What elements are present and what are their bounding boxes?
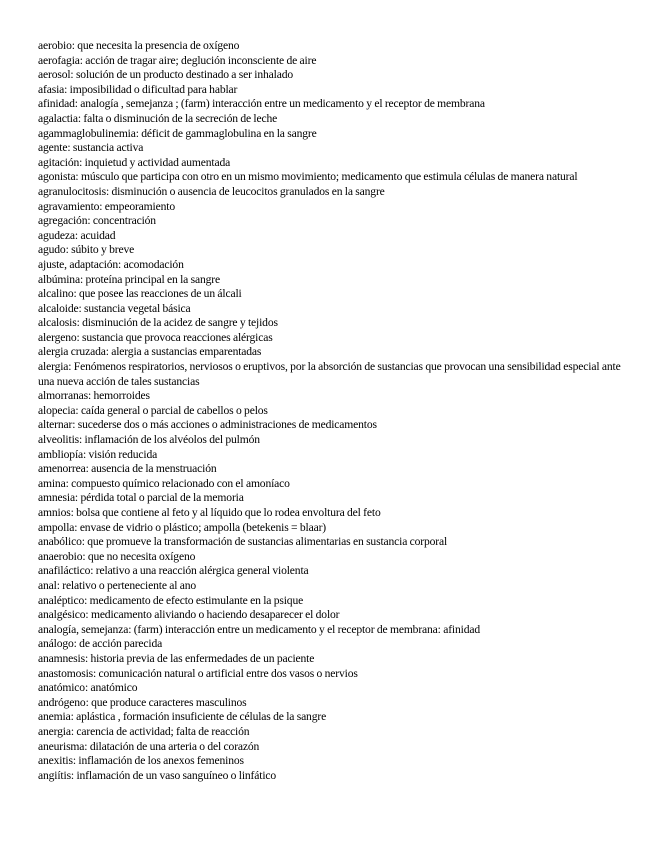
glossary-entry: análogo: de acción parecida (38, 637, 163, 651)
glossary-entry: aerosol: solución de un producto destinado a ser inhalado (38, 68, 293, 82)
glossary-entry: agente: sustancia activa (38, 141, 144, 155)
glossary-page (38, 39, 638, 783)
glossary-entry: albúmina: proteína principal en la sangre (38, 272, 220, 286)
glossary-entry: aneurisma: dilatación de una arteria o del corazón (38, 739, 260, 753)
glossary-entry: alergeno: sustancia que provoca reacciones alérgicas (38, 330, 273, 344)
glossary-entry: alergia: Fenómenos respiratorios, nerviosos o eruptivos, por la absorción de sustancias que provocan una sensibilidad especial ante una nueva acción de tales sustancias (38, 360, 621, 388)
glossary-entry: agudo: súbito y breve (38, 243, 135, 257)
glossary-entry: anatómico: anatómico (38, 681, 138, 695)
glossary-entry: agalactia: falta o disminución de la secreción de leche (38, 111, 278, 125)
glossary-entry: anastomosis: comunicación natural o artificial entre dos vasos o nervios (38, 666, 358, 680)
glossary-entry: ambliopía: visión reducida (38, 447, 158, 461)
glossary-entry: anal: relativo o perteneciente al ano (38, 578, 197, 592)
glossary-entry: ampolla: envase de vidrio o plástico; ampolla (betekenis = blaar) (38, 520, 327, 534)
glossary-entry: alternar: sucederse dos o más acciones o administraciones de medicamentos (38, 418, 377, 432)
glossary-entry: anamnesis: historia previa de las enfermedades de un paciente (38, 651, 315, 665)
glossary-entry: agammaglobulinemia: déficit de gammaglobulina en la sangre (38, 126, 317, 140)
glossary-entry: aerofagia: acción de tragar aire; deglución inconsciente de aire (38, 53, 317, 67)
glossary-entry: analgésico: medicamento aliviando o haciendo desaparecer el dolor (38, 608, 340, 622)
glossary-entry: ajuste, adaptación: acomodación (38, 257, 184, 271)
glossary-entry: angiítis: inflamación de un vaso sanguíneo o linfático (38, 768, 277, 782)
glossary-entry: anabólico: que promueve la transformación de sustancias alimentarias en sustancia corporal (38, 535, 448, 549)
glossary-entry: aerobio: que necesita la presencia de oxígeno (38, 39, 240, 52)
glossary-entry: afinidad: analogía , semejanza ; (farm) interacción entre un medicamento y el receptor de membrana (38, 97, 485, 111)
glossary-entry: agranulocitosis: disminución o ausencia de leucocitos granulados en la sangre (38, 184, 385, 198)
glossary-list (38, 39, 638, 783)
glossary-entry: anergia: carencia de actividad; falta de reacción (38, 724, 250, 738)
glossary-entry: alopecia: caída general o parcial de cabellos o pelos (38, 403, 268, 417)
glossary-entry: almorranas: hemorroides (38, 389, 150, 403)
glossary-entry: amnios: bolsa que contiene al feto y al líquido que lo rodea envoltura del feto (38, 506, 381, 519)
glossary-entry: alcaloide: sustancia vegetal básica (38, 301, 191, 315)
glossary-entry: amnesia: pérdida total o parcial de la memoria (38, 491, 244, 505)
glossary-entry: anaerobio: que no necesita oxígeno (38, 549, 196, 563)
glossary-entry: andrógeno: que produce caracteres masculinos (38, 695, 247, 709)
glossary-entry: agonista: músculo que participa con otro en un mismo movimiento; medicamento que estimula células de manera natural (38, 170, 578, 184)
glossary-entry: afasia: imposibilidad o dificultad para hablar (38, 82, 238, 96)
glossary-entry: analéptico: medicamento de efecto estimulante en la psique (38, 593, 304, 607)
glossary-entry: alveolitis: inflamación de los alvéolos del pulmón (38, 433, 260, 447)
glossary-entry: amina: compuesto químico relacionado con el amoníaco (38, 476, 290, 490)
glossary-entry: anemia: aplástica , formación insuficiente de células de la sangre (38, 710, 327, 724)
glossary-entry: alcalino: que posee las reacciones de un álcali (38, 287, 242, 301)
glossary-entry: alcalosis: disminución de la acidez de sangre y tejidos (38, 316, 278, 330)
glossary-entry: agravamiento: empeoramiento (38, 199, 175, 213)
glossary-entry: agudeza: acuidad (38, 228, 116, 242)
glossary-entry: anexitis: inflamación de los anexos femeninos (38, 754, 244, 768)
glossary-entry: alergia cruzada: alergia a sustancias emparentadas (38, 345, 262, 359)
glossary-entry: agregación: concentración (38, 214, 156, 228)
glossary-entry: amenorrea: ausencia de la menstruación (38, 462, 217, 476)
glossary-entry: analogía, semejanza: (farm) interacción entre un medicamento y el receptor de membrana: afinidad (38, 622, 480, 636)
glossary-entry: agitación: inquietud y actividad aumentada (38, 155, 231, 169)
glossary-entry: anafiláctico: relativo a una reacción alérgica general violenta (38, 564, 309, 578)
